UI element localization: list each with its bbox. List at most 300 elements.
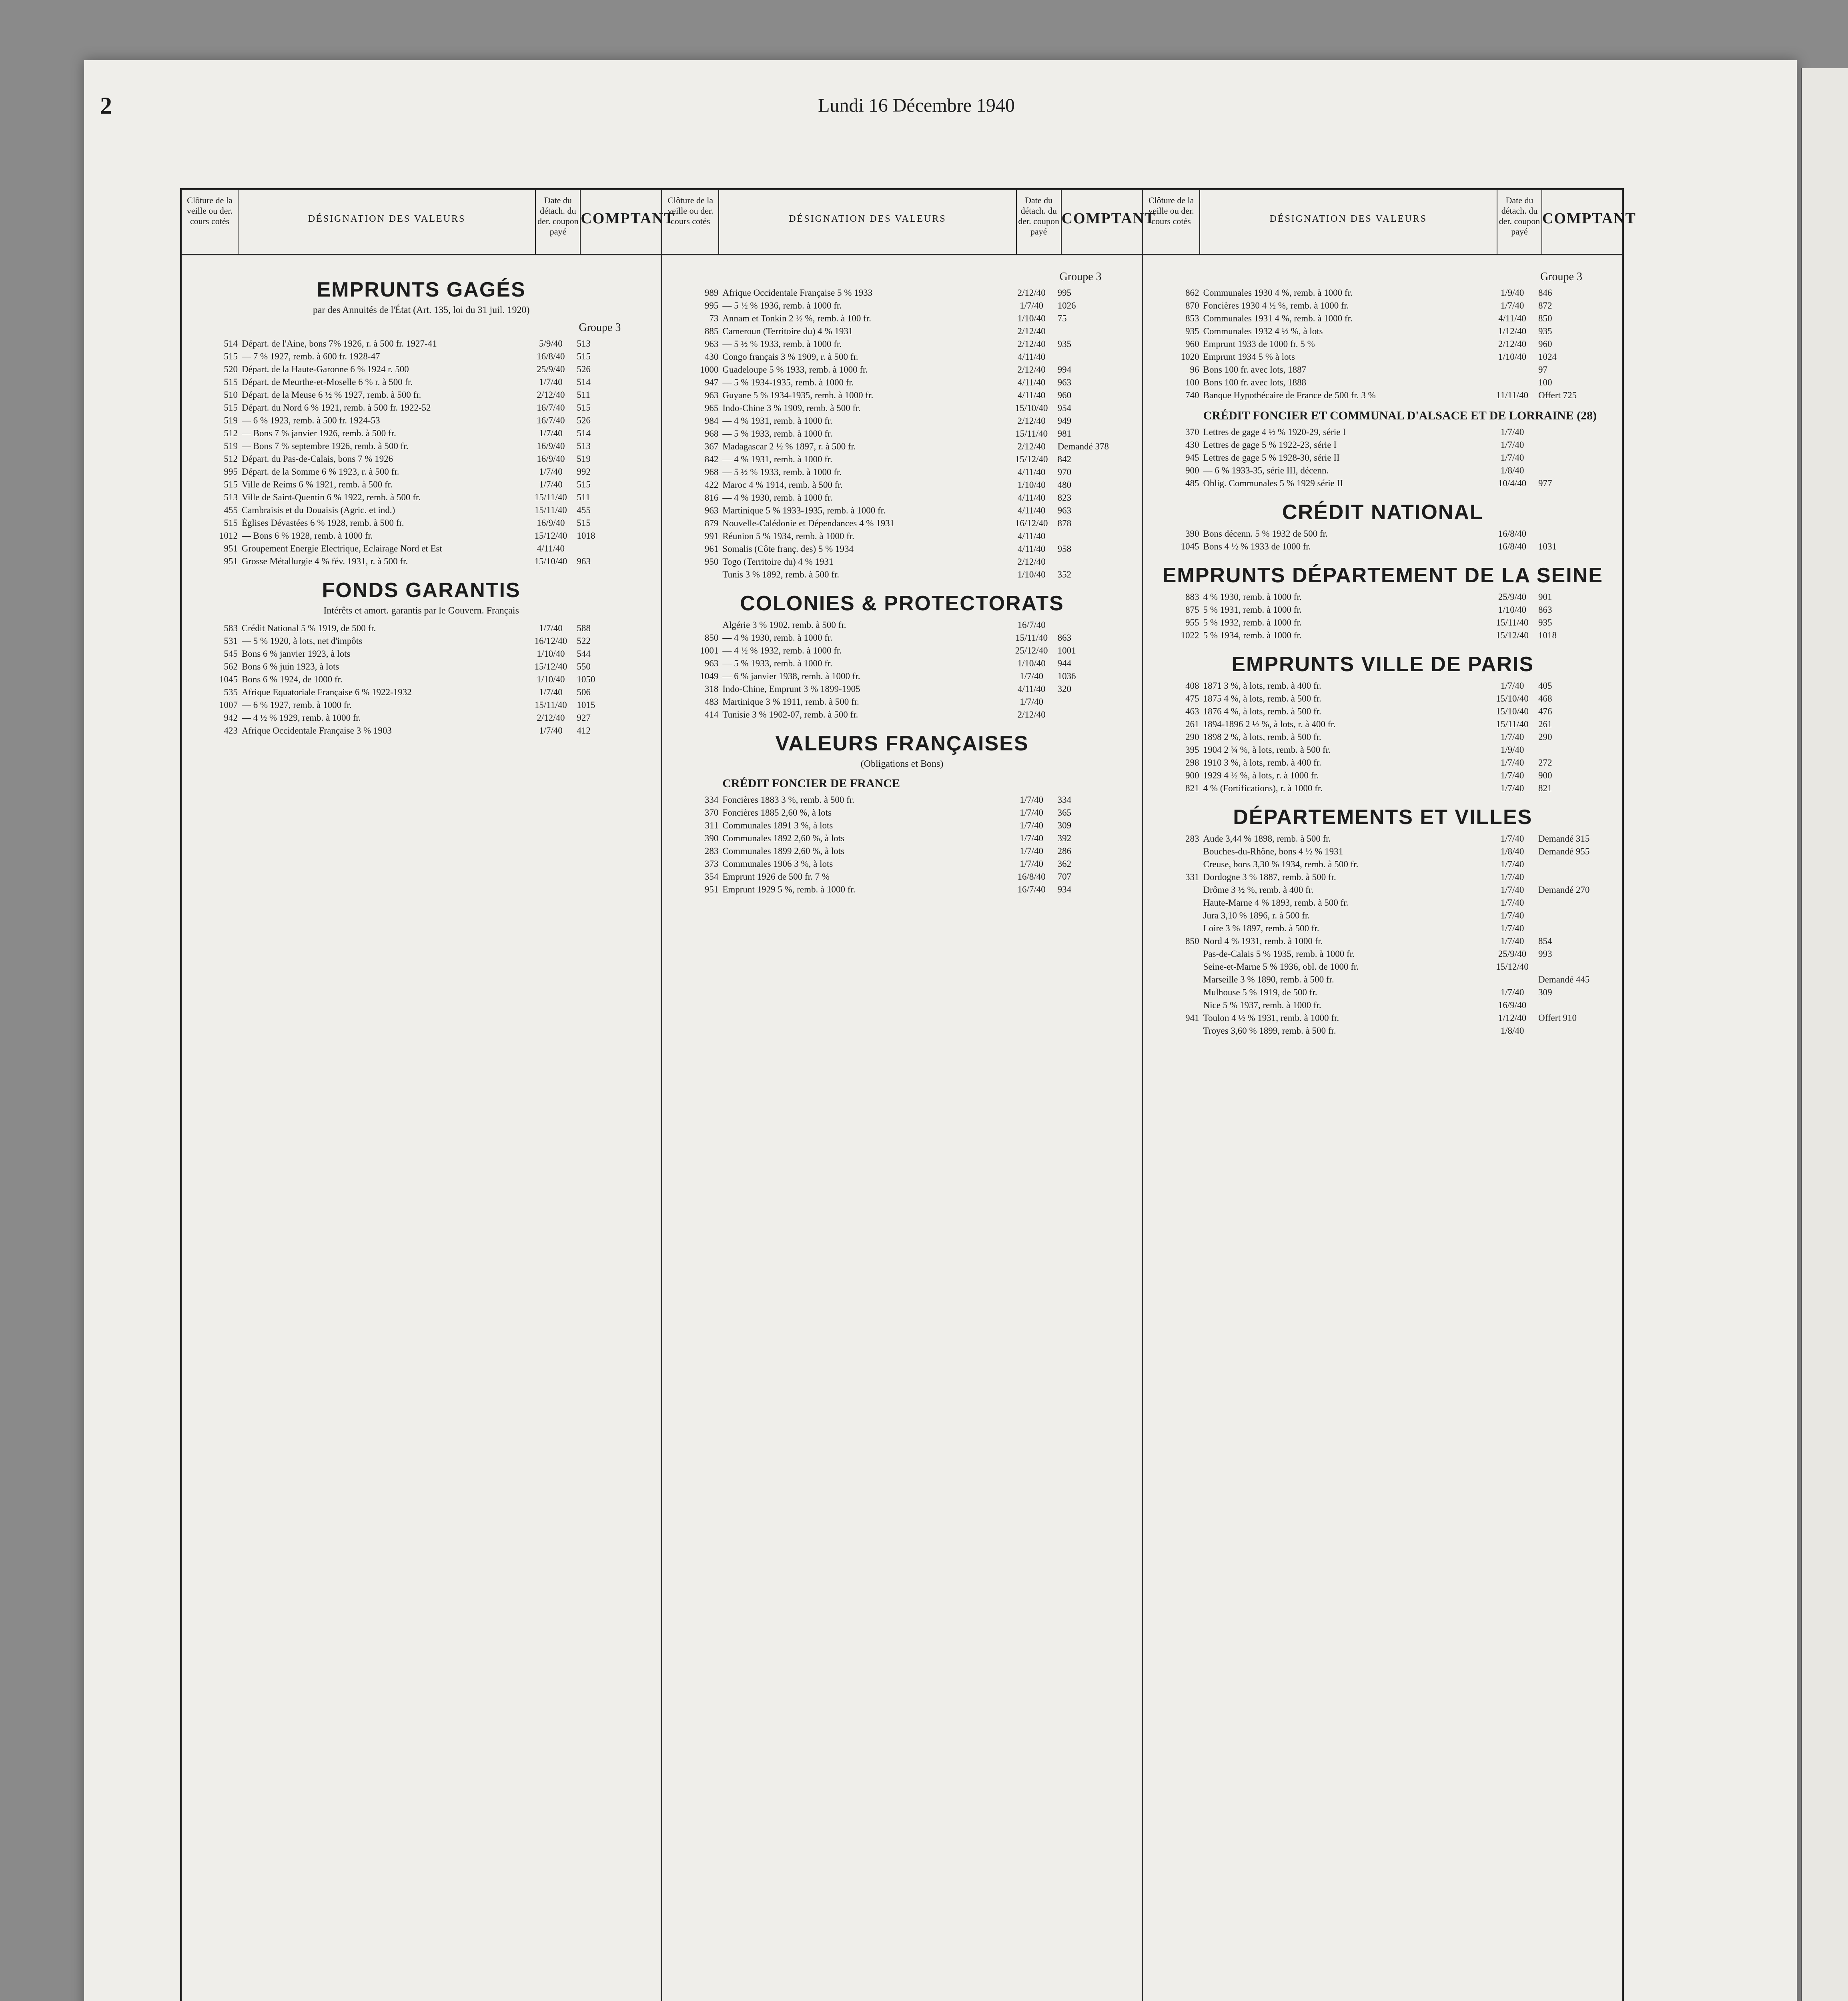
comptant-value: 954 xyxy=(1057,403,1072,413)
coupon-date: 2/12/40 xyxy=(1017,339,1046,349)
table-row xyxy=(666,794,1137,806)
designation-cell: Madagascar 2 ½ % 1897, r. à 500 fr. xyxy=(722,441,856,451)
table-row xyxy=(186,453,657,465)
table-row xyxy=(1147,376,1618,389)
table-row xyxy=(666,351,1137,363)
table-row xyxy=(186,517,657,529)
coupon-date: 25/9/40 xyxy=(537,364,565,374)
cloture-value: 951 xyxy=(224,543,238,553)
comptant-value: 522 xyxy=(577,636,591,646)
comptant-value: 994 xyxy=(1057,365,1072,375)
table-row xyxy=(1147,909,1618,922)
table-row xyxy=(186,401,657,414)
coupon-date: 15/11/40 xyxy=(1496,719,1529,729)
table-row xyxy=(666,819,1137,832)
comptant-value: 515 xyxy=(577,403,591,413)
designation-cell: Maroc 4 % 1914, remb. à 500 fr. xyxy=(722,480,843,490)
table-row xyxy=(1147,1025,1618,1037)
table-row xyxy=(186,478,657,491)
comptant-value: 960 xyxy=(1057,390,1072,400)
coupon-date: 1/7/40 xyxy=(1500,732,1524,742)
cloture-value xyxy=(666,568,722,581)
cloture-value: 395 xyxy=(1185,745,1199,755)
cloture-value: 900 xyxy=(1185,465,1199,475)
table-row xyxy=(666,389,1137,402)
designation-cell: Seine-et-Marne 5 % 1936, obl. de 1000 fr. xyxy=(1203,962,1359,972)
designation-cell: Congo français 3 % 1909, r. à 500 fr. xyxy=(722,352,858,362)
cloture-value xyxy=(1147,909,1203,922)
section-title: EMPRUNTS GAGÉS xyxy=(317,278,526,301)
designation-cell: Bons 6 % 1924, de 1000 fr. xyxy=(242,674,343,684)
cloture-value: 510 xyxy=(224,390,238,400)
cloture-value: 367 xyxy=(704,441,719,451)
comptant-value: 365 xyxy=(1057,808,1072,818)
cloture-value: 423 xyxy=(224,726,238,736)
coupon-date: 1/7/40 xyxy=(1020,846,1044,856)
coupon-date: 1/7/40 xyxy=(1500,872,1524,882)
table-row xyxy=(1147,692,1618,705)
cloture-value: 520 xyxy=(224,364,238,374)
coupon-date: 4/11/40 xyxy=(1017,505,1046,515)
designation-cell: Afrique Equatoriale Française 6 % 1922-1932 xyxy=(242,687,412,697)
comptant-value xyxy=(1534,999,1618,1012)
designation-cell: Guyane 5 % 1934-1935, remb. à 1000 fr. xyxy=(722,390,874,400)
comptant-value: Demandé 378 xyxy=(1057,441,1109,451)
designation-cell: Troyes 3,60 % 1899, remb. à 500 fr. xyxy=(1203,1026,1336,1036)
table-row xyxy=(1147,464,1618,477)
cloture-value: 900 xyxy=(1185,770,1199,780)
designation-cell: 5 % 1932, remb. à 1000 fr. xyxy=(1203,618,1302,628)
coupon-date: 1/9/40 xyxy=(1500,745,1524,755)
coupon-date: 1/7/40 xyxy=(1500,427,1524,437)
coupon-date: 1/7/40 xyxy=(539,428,563,438)
coupon-date: 15/10/40 xyxy=(534,556,567,566)
table-row xyxy=(186,529,657,542)
comptant-value: 1001 xyxy=(1057,646,1076,656)
coupon-date xyxy=(1490,973,1534,986)
designation-cell: Algérie 3 % 1902, remb. à 500 fr. xyxy=(722,620,846,630)
table-row xyxy=(1147,973,1618,986)
designation-cell: Guadeloupe 5 % 1933, remb. à 1000 fr. xyxy=(722,365,868,375)
table-row xyxy=(186,337,657,350)
coupon-date: 1/7/40 xyxy=(1500,923,1524,933)
designation-cell: Martinique 3 % 1911, remb. à 500 fr. xyxy=(722,697,859,707)
table-row xyxy=(666,491,1137,504)
coupon-date: 10/4/40 xyxy=(1498,478,1527,488)
section-title: EMPRUNTS DÉPARTEMENT DE LA SEINE xyxy=(1162,564,1603,587)
comptant-value: 506 xyxy=(577,687,591,697)
designation-cell: — 4 % 1930, remb. à 1000 fr. xyxy=(722,493,833,503)
comptant-value xyxy=(1534,439,1618,451)
coupon-date: 1/7/40 xyxy=(1020,671,1044,681)
designation-cell: — Bons 6 % 1928, remb. à 1000 fr. xyxy=(242,531,373,541)
column-header: Clôture de la veille ou der. cours cotés DÉSIGNATION DES VALEURS Date du détach. du der. coupon payé COMPTANT xyxy=(182,190,661,255)
designation-cell: — 5 ½ % 1933, remb. à 1000 fr. xyxy=(722,339,842,349)
table-row xyxy=(1147,439,1618,451)
designation-cell: Bouches-du-Rhône, bons 4 ½ % 1931 xyxy=(1203,846,1343,856)
designation-cell: Nice 5 % 1937, remb. à 1000 fr. xyxy=(1203,1000,1321,1010)
coupon-date: 1/10/40 xyxy=(1017,480,1046,490)
table-row xyxy=(666,440,1137,453)
coupon-date: 1/10/40 xyxy=(1017,569,1046,579)
designation-cell: Aude 3,44 % 1898, remb. à 500 fr. xyxy=(1203,834,1331,844)
coupon-date: 16/12/40 xyxy=(1015,518,1048,528)
table-row xyxy=(186,491,657,504)
cloture-value: 862 xyxy=(1185,288,1199,298)
coupon-date: 1/7/40 xyxy=(1500,898,1524,908)
designation-cell: Départ. du Nord 6 % 1921, remb. à 500 fr. 1922-52 xyxy=(242,403,431,413)
table-row xyxy=(666,670,1137,683)
comptant-value: 949 xyxy=(1057,416,1072,426)
cloture-value: 515 xyxy=(224,403,238,413)
table-row xyxy=(186,504,657,517)
designation-cell: — 6 % 1933-35, série III, décenn. xyxy=(1203,465,1329,475)
coupon-date: 16/7/40 xyxy=(1017,620,1046,630)
cloture-value: 513 xyxy=(224,492,238,502)
coupon-date: 1/7/40 xyxy=(539,726,563,736)
designation-cell: 5 % 1934, remb. à 1000 fr. xyxy=(1203,630,1302,640)
coupon-date: 1/8/40 xyxy=(1500,846,1524,856)
designation-cell: Lettres de gage 5 % 1922-23, série I xyxy=(1203,440,1337,450)
comptant-value: 334 xyxy=(1057,795,1072,805)
coupon-date: 15/10/40 xyxy=(1015,403,1048,413)
coupon-date: 15/11/40 xyxy=(534,700,567,710)
cloture-value: 370 xyxy=(704,808,719,818)
coupon-date: 4/11/40 xyxy=(1017,390,1046,400)
cloture-value xyxy=(1147,948,1203,960)
designation-cell: Foncières 1883 3 %, remb. à 500 fr. xyxy=(722,795,854,805)
coupon-date: 4/11/40 xyxy=(537,543,565,553)
table-row xyxy=(1147,604,1618,616)
coupon-date: 1/10/40 xyxy=(1017,313,1046,323)
table-row xyxy=(1147,312,1618,325)
comptant-value: 823 xyxy=(1057,493,1072,503)
coupon-date: 15/10/40 xyxy=(1496,706,1529,716)
cloture-value: 842 xyxy=(704,454,719,464)
cloture-value: 961 xyxy=(704,544,719,554)
coupon-date: 4/11/40 xyxy=(1017,467,1046,477)
page-number: 2 xyxy=(100,92,112,119)
cloture-value: 850 xyxy=(1185,936,1199,946)
sub-heading: CRÉDIT FONCIER DE FRANCE xyxy=(722,777,900,790)
table-row xyxy=(666,632,1137,644)
designation-cell: Communales 1932 4 ½ %, à lots xyxy=(1203,326,1323,336)
cloture-value: 968 xyxy=(704,467,719,477)
table-row xyxy=(186,427,657,440)
comptant-value: 934 xyxy=(1057,884,1072,894)
table-row xyxy=(666,287,1137,299)
coupon-date: 16/7/40 xyxy=(537,415,565,425)
designation-cell: Togo (Territoire du) 4 % 1931 xyxy=(722,557,834,567)
table-row xyxy=(1147,999,1618,1012)
table-row xyxy=(1147,832,1618,845)
coupon-date: 1/12/40 xyxy=(1498,1013,1527,1023)
coupon-date: 1/12/40 xyxy=(1498,326,1527,336)
designation-cell: Départ. de l'Aine, bons 7% 1926, r. à 500 fr. 1927-41 xyxy=(242,339,437,349)
comptant-value: 854 xyxy=(1538,936,1552,946)
cloture-value: 519 xyxy=(224,441,238,451)
table-row xyxy=(186,673,657,686)
section-subtitle: (Obligations et Bons) xyxy=(860,759,944,769)
table-row xyxy=(1147,629,1618,642)
designation-cell: Dordogne 3 % 1887, remb. à 500 fr. xyxy=(1203,872,1336,882)
comptant-value: 514 xyxy=(577,377,591,387)
cloture-value: 562 xyxy=(224,662,238,672)
coupon-date: 16/8/40 xyxy=(1498,529,1527,539)
table-row xyxy=(186,712,657,724)
next-page-edge xyxy=(1801,68,1848,2001)
table-row xyxy=(666,806,1137,819)
table-row xyxy=(666,657,1137,670)
coupon-date: 16/9/40 xyxy=(537,518,565,528)
column-2 xyxy=(662,190,1156,2001)
cloture-value: 991 xyxy=(704,531,719,541)
coupon-date: 25/12/40 xyxy=(1015,646,1048,656)
designation-cell: Bons 100 fr. avec lots, 1888 xyxy=(1203,377,1307,387)
cloture-value: 463 xyxy=(1185,706,1199,716)
table-row xyxy=(1147,325,1618,338)
coupon-date: 1/7/40 xyxy=(1500,885,1524,895)
table-row xyxy=(1147,948,1618,960)
section-title: COLONIES & PROTECTORATS xyxy=(740,592,1064,615)
cloture-value: 531 xyxy=(224,636,238,646)
cloture-value: 995 xyxy=(704,301,719,311)
coupon-date: 2/12/40 xyxy=(1017,326,1046,336)
comptant-value: 588 xyxy=(577,623,591,633)
comptant-value: 863 xyxy=(1538,605,1552,615)
designation-cell: Pas-de-Calais 5 % 1935, remb. à 1000 fr. xyxy=(1203,949,1355,959)
coupon-date: 4/11/40 xyxy=(1017,493,1046,503)
cloture-value xyxy=(1147,845,1203,858)
designation-cell: — Bons 7 % septembre 1926, remb. à 500 fr. xyxy=(242,441,409,451)
cloture-value: 514 xyxy=(224,339,238,349)
cloture-value: 96 xyxy=(1190,365,1199,375)
table-row xyxy=(1147,731,1618,744)
cloture-value: 390 xyxy=(704,833,719,843)
table-row xyxy=(666,517,1137,530)
comptant-value: 935 xyxy=(1538,326,1552,336)
cloture-value: 261 xyxy=(1185,719,1199,729)
designation-cell: Nord 4 % 1931, remb. à 1000 fr. xyxy=(1203,936,1323,946)
designation-cell: — 6 % 1927, remb. à 1000 fr. xyxy=(242,700,352,710)
designation-cell: 4 % 1930, remb. à 1000 fr. xyxy=(1203,592,1302,602)
coupon-date: 1/7/40 xyxy=(1020,301,1044,311)
cloture-value: 414 xyxy=(704,710,719,720)
comptant-value: 963 xyxy=(1057,377,1072,387)
section-subtitle: par des Annuités de l'État (Art. 135, loi du 31 juil. 1920) xyxy=(313,305,530,315)
table-row xyxy=(666,708,1137,721)
coupon-date: 1/7/40 xyxy=(1020,697,1044,707)
cloture-value: 740 xyxy=(1185,390,1199,400)
comptant-value: 514 xyxy=(577,428,591,438)
designation-cell: Toulon 4 ½ % 1931, remb. à 1000 fr. xyxy=(1203,1013,1339,1023)
table-row xyxy=(186,350,657,363)
comptant-value xyxy=(1054,555,1138,568)
comptant-value: Demandé 315 xyxy=(1538,834,1590,844)
column-header: Clôture de la veille ou der. cours cotés DÉSIGNATION DES VALEURS Date du détach. du der. coupon payé COMPTANT xyxy=(1143,190,1622,255)
group-label: Groupe 3 xyxy=(579,321,621,334)
comptant-value xyxy=(1054,530,1138,543)
designation-cell: Bons 4 ½ % 1933 de 1000 fr. xyxy=(1203,541,1311,551)
table-row xyxy=(186,363,657,376)
cloture-value: 354 xyxy=(704,872,719,882)
coupon-date: 1/7/40 xyxy=(539,377,563,387)
comptant-value: Demandé 270 xyxy=(1538,885,1590,895)
cloture-value: 951 xyxy=(704,884,719,894)
coupon-date: 16/9/40 xyxy=(1498,1000,1527,1010)
table-row xyxy=(666,325,1137,338)
comptant-value: 526 xyxy=(577,364,591,374)
coupon-date: 25/9/40 xyxy=(1498,592,1527,602)
coupon-date: 15/12/40 xyxy=(534,662,567,672)
comptant-value: 515 xyxy=(577,351,591,361)
coupon-date: 15/11/40 xyxy=(534,505,567,515)
table-row xyxy=(186,724,657,737)
comptant-value: 935 xyxy=(1057,339,1072,349)
coupon-date: 16/8/40 xyxy=(537,351,565,361)
designation-cell: Cameroun (Territoire du) 4 % 1931 xyxy=(722,326,853,336)
coupon-date: 4/11/40 xyxy=(1017,544,1046,554)
table-row xyxy=(1147,896,1618,909)
page-date: Lundi 16 Décembre 1940 xyxy=(818,95,1015,116)
table-row xyxy=(1147,756,1618,769)
comptant-value: 863 xyxy=(1057,633,1072,643)
coupon-date: 15/11/40 xyxy=(534,492,567,502)
coupon-date: 4/11/40 xyxy=(1017,684,1046,694)
section-title: DÉPARTEMENTS ET VILLES xyxy=(1233,806,1533,829)
comptant-value: 707 xyxy=(1057,872,1072,882)
designation-cell: Départ. de la Meuse 6 ½ % 1927, remb. à 500 fr. xyxy=(242,390,421,400)
cloture-value: 515 xyxy=(224,351,238,361)
table-row xyxy=(1147,338,1618,351)
designation-cell: — 5 % 1933, remb. à 1000 fr. xyxy=(722,429,833,439)
table-row xyxy=(666,363,1137,376)
designation-cell: 1876 4 %, à lots, remb. à 500 fr. xyxy=(1203,706,1321,716)
comptant-value: 544 xyxy=(577,649,591,659)
designation-cell: Jura 3,10 % 1896, r. à 500 fr. xyxy=(1203,910,1310,920)
table-row xyxy=(186,465,657,478)
table-row xyxy=(186,376,657,389)
designation-cell: 1894-1896 2 ½ %, à lots, r. à 400 fr. xyxy=(1203,719,1336,729)
cloture-value: 515 xyxy=(224,518,238,528)
coupon-date: 15/11/40 xyxy=(1496,618,1529,628)
coupon-date: 16/7/40 xyxy=(1017,884,1046,894)
designation-cell: — 4 % 1931, remb. à 1000 fr. xyxy=(722,416,833,426)
comptant-value: 878 xyxy=(1057,518,1072,528)
coupon-date: 2/12/40 xyxy=(1017,710,1046,720)
designation-cell: Communales 1892 2,60 %, à lots xyxy=(722,833,845,843)
comptant-value xyxy=(1534,464,1618,477)
comptant-value xyxy=(1534,909,1618,922)
cloture-value: 283 xyxy=(1185,834,1199,844)
cloture-value xyxy=(1147,973,1203,986)
designation-cell: Groupement Energie Electrique, Eclairage Nord et Est xyxy=(242,543,442,553)
coupon-date: 1/10/40 xyxy=(1017,658,1046,668)
comptant-value: 992 xyxy=(577,467,591,477)
coupon-date: 16/9/40 xyxy=(537,441,565,451)
comptant-value: 872 xyxy=(1538,301,1552,311)
column-1 xyxy=(182,190,675,2001)
comptant-value: 513 xyxy=(577,441,591,451)
cloture-value xyxy=(1147,896,1203,909)
comptant-value: 993 xyxy=(1538,949,1552,959)
comptant-value: 977 xyxy=(1538,478,1552,488)
comptant-value: 981 xyxy=(1057,429,1072,439)
designation-cell: Églises Dévastées 6 % 1928, remb. à 500 fr. xyxy=(242,518,404,528)
table-row xyxy=(186,414,657,427)
comptant-value: 1026 xyxy=(1057,301,1076,311)
cloture-value: 883 xyxy=(1185,592,1199,602)
coupon-date xyxy=(1490,363,1534,376)
comptant-value: Demandé 445 xyxy=(1538,974,1590,984)
table-row xyxy=(666,466,1137,479)
table-row xyxy=(666,845,1137,858)
cloture-value: 955 xyxy=(1185,618,1199,628)
cloture-value: 963 xyxy=(704,658,719,668)
coupon-date: 16/7/40 xyxy=(537,403,565,413)
designation-cell: — 6 % 1923, remb. à 500 fr. 1924-53 xyxy=(242,415,380,425)
comptant-value: 455 xyxy=(577,505,591,515)
cloture-value: 965 xyxy=(704,403,719,413)
section-title: VALEURS FRANÇAISES xyxy=(775,732,1029,755)
table-row xyxy=(666,568,1137,581)
table-row xyxy=(1147,540,1618,553)
comptant-value xyxy=(1534,858,1618,871)
comptant-value: 1031 xyxy=(1538,541,1557,551)
cloture-value: 1045 xyxy=(1181,541,1199,551)
comptant-value: 476 xyxy=(1538,706,1552,716)
coupon-date: 1/7/40 xyxy=(1500,834,1524,844)
coupon-date: 1/7/40 xyxy=(1020,820,1044,830)
table-row xyxy=(1147,363,1618,376)
table-row xyxy=(186,660,657,673)
coupon-date: 2/12/40 xyxy=(1017,416,1046,426)
coupon-date: 15/11/40 xyxy=(1015,429,1048,439)
coupon-date: 1/7/40 xyxy=(1500,936,1524,946)
cloture-value: 870 xyxy=(1185,301,1199,311)
comptant-value: 480 xyxy=(1057,480,1072,490)
cloture-value: 963 xyxy=(704,505,719,515)
quotation-table xyxy=(180,188,1636,2001)
table-row xyxy=(1147,922,1618,935)
sub-heading: CRÉDIT FONCIER ET COMMUNAL D'ALSACE ET DE LORRAINE (28) xyxy=(1203,409,1597,422)
comptant-value: 963 xyxy=(577,556,591,566)
coupon-date: 1/7/40 xyxy=(1020,859,1044,869)
table-row xyxy=(666,870,1137,883)
designation-cell: 1871 3 %, à lots, remb. à 400 fr. xyxy=(1203,681,1321,691)
coupon-date: 4/11/40 xyxy=(1017,531,1046,541)
designation-cell: Emprunt 1926 de 500 fr. 7 % xyxy=(722,872,830,882)
cloture-value: 950 xyxy=(704,557,719,567)
comptant-value: 515 xyxy=(577,479,591,489)
designation-cell: — 4 ½ % 1932, remb. à 1000 fr. xyxy=(722,646,842,656)
coupon-date: 1/10/40 xyxy=(1498,605,1527,615)
table-row xyxy=(666,883,1137,896)
comptant-value: 468 xyxy=(1538,694,1552,704)
comptant-value: 963 xyxy=(1057,505,1072,515)
comptant-value xyxy=(1534,871,1618,884)
coupon-date: 15/12/40 xyxy=(1496,962,1529,972)
designation-cell: Drôme 3 ½ %, remb. à 400 fr. xyxy=(1203,885,1313,895)
group-label: Groupe 3 xyxy=(1059,271,1102,283)
coupon-date: 2/12/40 xyxy=(1017,288,1046,298)
cloture-value: 422 xyxy=(704,480,719,490)
cloture-value xyxy=(1147,986,1203,999)
coupon-date: 16/8/40 xyxy=(1498,541,1527,551)
designation-cell: — 5 % 1934-1935, remb. à 1000 fr. xyxy=(722,377,854,387)
table-row xyxy=(1147,389,1618,402)
coupon-date: 4/11/40 xyxy=(1017,352,1046,362)
